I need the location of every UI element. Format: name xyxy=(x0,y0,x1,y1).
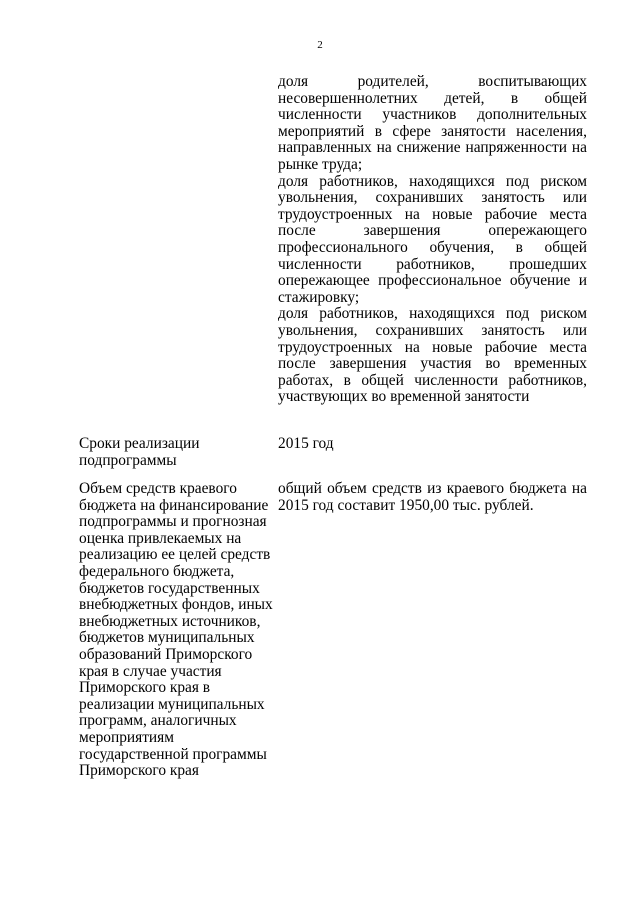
funding-value xyxy=(278,481,587,514)
funding-label xyxy=(79,481,275,780)
indicators-list xyxy=(278,74,587,406)
term-value xyxy=(278,436,587,453)
page-number: 2 xyxy=(317,39,323,51)
term-label xyxy=(79,436,275,469)
indicator-item: доля работников, находящихся под риском увольнения, сохранивших занятость или трудоустроенных на новые рабочие места после завершения участия во временных работах, в общей численности работников, участвующих во временной занятости xyxy=(278,305,587,406)
funding-label-text: Объем средств краевого бюджета на финансирование подпрограммы и прогнозная оценка привлекаемых на реализацию ее целей средств федерального бюджета, бюджетов государственных внебюджетных фондов, иных внебюджетных источников, бюджетов муниципальных образований Приморского края в случае участия Приморского края в реализации муниципальных программ, аналогичных мероприятиям государственной программы Приморского края xyxy=(79,480,273,780)
indicator-item: доля работников, находящихся под риском увольнения, сохранивших занятость или трудоустроенных на новые рабочие места после завершения опережающего профессионального обучения, в общей численности работников, прошедших опережающее профессиональное обучение и стажировку; xyxy=(278,172,587,306)
funding-value-text: общий объем средств из краевого бюджета на 2015 год составит 1950,00 тыс. рублей. xyxy=(278,480,587,514)
term-label-text: Сроки реализации подпрограммы xyxy=(79,435,200,469)
indicator-item: доля родителей, воспитывающих несовершеннолетних детей, в общей численности участников дополнительных мероприятий в сфере занятости населения, направленных на снижение напряженности на рынке труда; xyxy=(278,73,587,173)
term-value-text: 2015 год xyxy=(278,435,334,452)
